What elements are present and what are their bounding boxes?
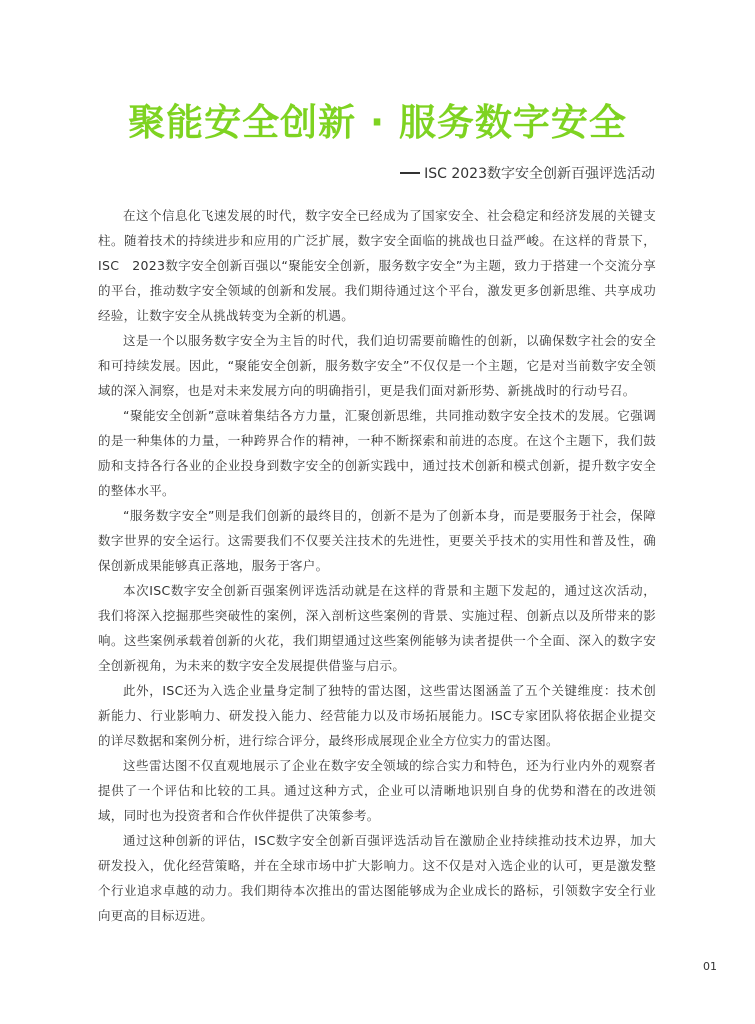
paragraph-4: “服务数字安全”则是我们创新的最终目的，创新不是为了创新本身，而是要服务于社会，保障数字世界的安全运行。这需要我们不仅要关注技术的先进性，更要关乎技术的实用性和普及性，确保创新成果能够真正落地，服务于客户。 [98, 508, 656, 573]
paragraph-7: 这些雷达图不仅直观地展示了企业在数字安全领域的综合实力和特色，还为行业内外的观察者提供了一个评估和比较的工具。通过这种方式，企业可以清晰地识别自身的优势和潜在的改进领域，同时也为投资者和合作伙伴提供了决策参考。 [98, 758, 656, 823]
paragraph-2: 这是一个以服务数字安全为主旨的时代，我们迫切需要前瞻性的创新，以确保数字社会的安全和可持续发展。因此，“聚能安全创新，服务数字安全”不仅仅是一个主题，它是对当前数字安全领域的深入洞察，也是对未来发展方向的明确指引，更是我们面对新形势、新挑战时的行动号召。 [98, 333, 656, 398]
subtitle [400, 163, 655, 185]
paragraph-5: 本次ISC数字安全创新百强案例评选活动就是在这样的背景和主题下发起的，通过这次活动，我们将深入挖掘那些突破性的案例，深入剖析这些案例的背景、实施过程、创新点以及所带来的影响。这些案例承载着创新的火花，我们期望通过这些案例能够为读者提供一个全面、深入的数字安全创新视角，为未来的数字安全发展提供借鉴与启示。 [98, 583, 656, 673]
paragraph-3: “聚能安全创新”意味着集结各方力量，汇聚创新思维，共同推动数字安全技术的发展。它强调的是一种集体的力量，一种跨界合作的精神，一种不断探索和前进的态度。在这个主题下，我们鼓励和支持各行各业的企业投身到数字安全的创新实践中，通过技术创新和模式创新，提升数字安全的整体水平。 [98, 408, 656, 498]
subtitle-text: ISC 2023数字安全创新百强评选活动 [424, 166, 655, 182]
paragraph-1: 在这个信息化飞速发展的时代，数字安全已经成为了国家安全、社会稳定和经济发展的关键支柱。随着技术的持续进步和应用的广泛扩展，数字安全面临的挑战也日益严峻。在这样的背景下，ISC 2023数字安全创新百强以“聚能安全创新，服务数字安全”为主题，致力于搭建一个交流分享的平台，推动数字安全领域的创新和发展。我们期待通过这个平台，激发更多创新思维、共享成功经验，让数字安全从挑战转变为全新的机遇。 [98, 208, 656, 323]
page-number: 01 [703, 960, 717, 973]
paragraph-6: 此外，ISC还为入选企业量身定制了独特的雷达图，这些雷达图涵盖了五个关键维度：技术创新能力、行业影响力、研发投入能力、经营能力以及市场拓展能力。ISC专家团队将依据企业提交的详尽数据和案例分析，进行综合评分，最终形成展现企业全方位实力的雷达图。 [98, 683, 656, 748]
page-title: 聚能安全创新 · 服务数字安全 [128, 101, 627, 144]
subtitle-dash [400, 172, 420, 174]
paragraph-8: 通过这种创新的评估，ISC数字安全创新百强评选活动旨在激励企业持续推动技术边界，加大研发投入，优化经营策略，并在全球市场中扩大影响力。这不仅是对入选企业的认可，更是激发整个行业追求卓越的动力。我们期待本次推出的雷达图能够成为企业成长的路标，引领数字安全行业向更高的目标迈进。 [98, 833, 656, 923]
article-body [98, 203, 656, 928]
